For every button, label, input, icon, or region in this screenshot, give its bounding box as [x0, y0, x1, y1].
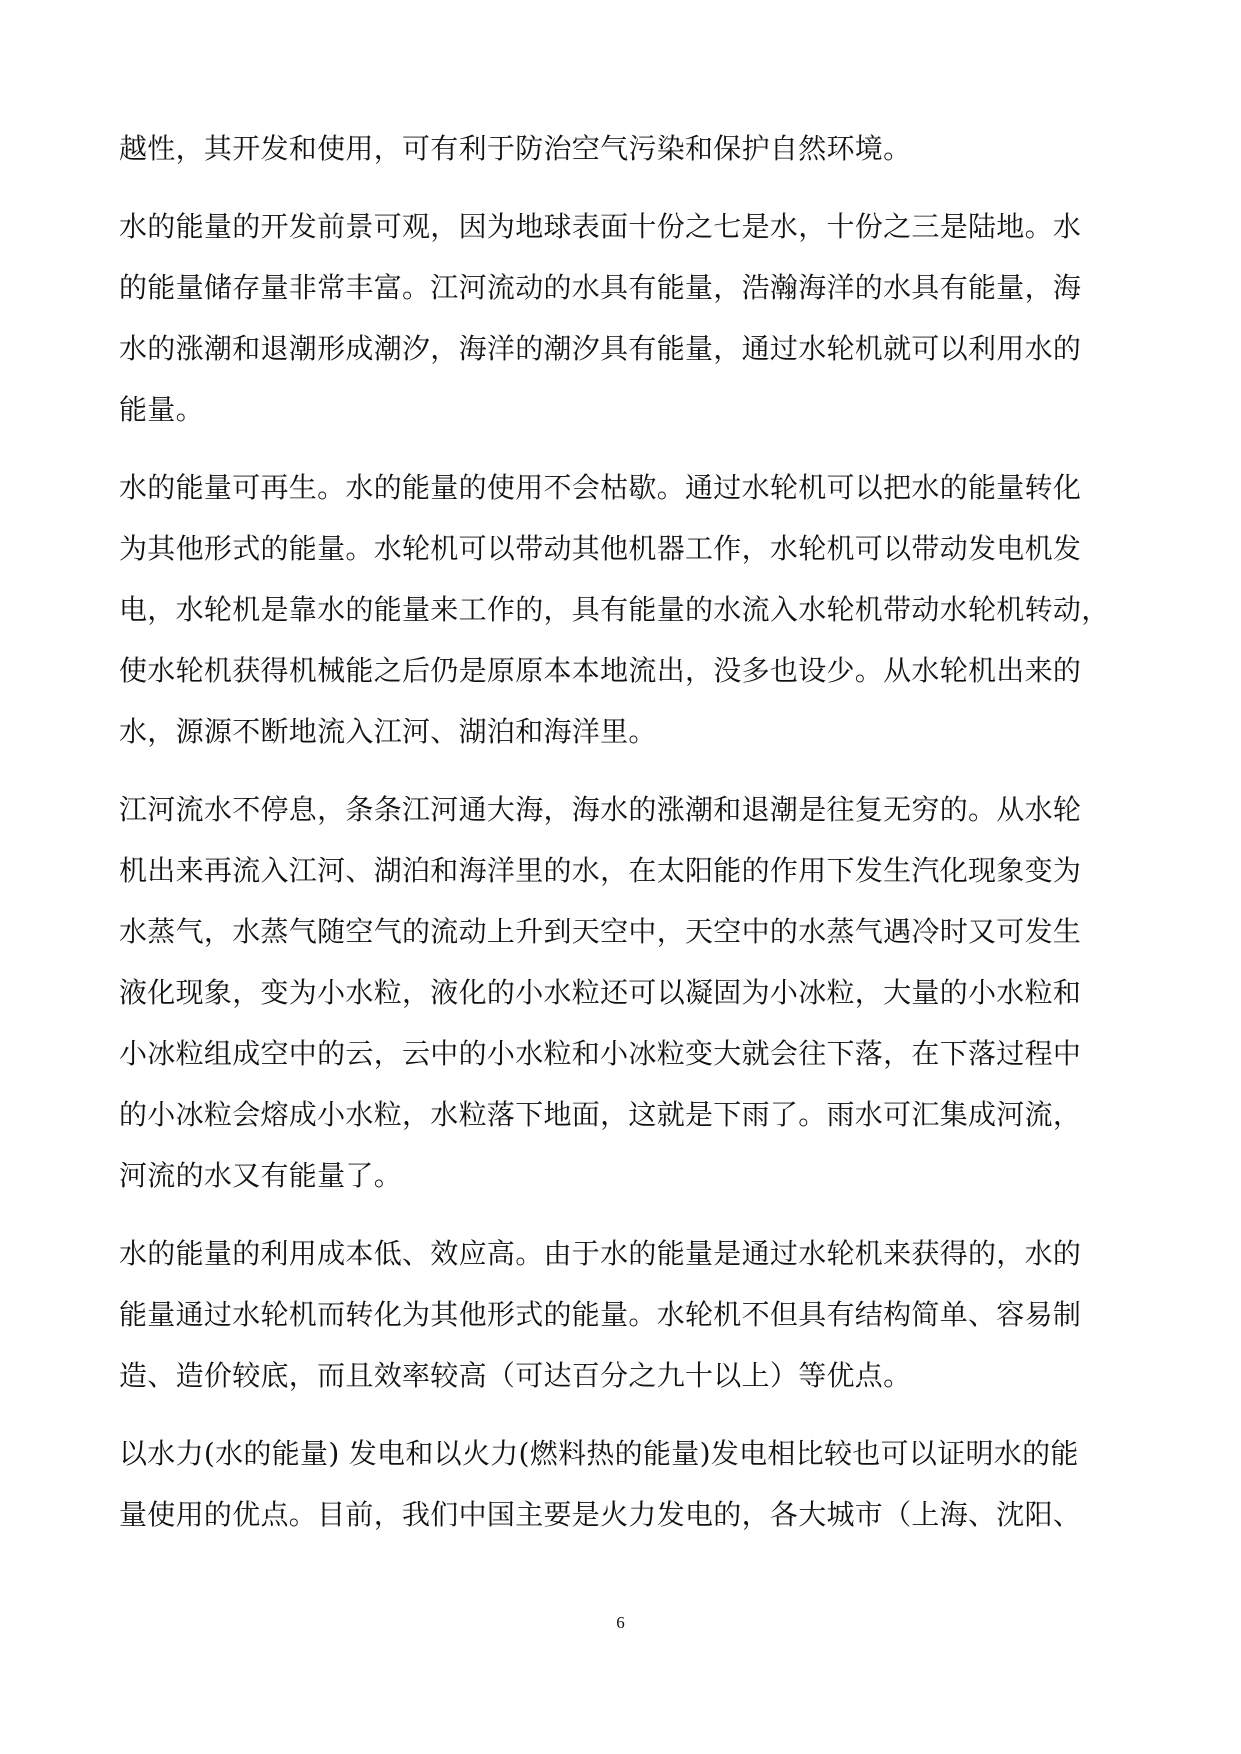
text-line: 机出来再流入江河、湖泊和海洋里的水，在太阳能的作用下发生汽化现象变为 — [119, 854, 1082, 887]
text-line: 水，源源不断地流入江河、湖泊和海洋里。 — [119, 715, 657, 748]
text-line: 以水力(水的能量) 发电和以火力(燃料热的能量)发电相比较也可以证明水的能 — [119, 1437, 1079, 1470]
text-line: 能量。 — [119, 393, 204, 426]
text-line: 的小冰粒会熔成小水粒，水粒落下地面，这就是下雨了。雨水可汇集成河流， — [119, 1098, 1082, 1131]
text-line: 量使用的优点。目前，我们中国主要是火力发电的，各大城市（上海、沈阳、 — [119, 1498, 1082, 1531]
text-line: 水蒸气，水蒸气随空气的流动上升到天空中，天空中的水蒸气遇冷时又可发生 — [119, 915, 1082, 948]
text-line: 造、造价较底，而且效率较高（可达百分之九十以上）等优点。 — [119, 1359, 912, 1392]
text-line: 江河流水不停息，条条江河通大海，海水的涨潮和退潮是往复无穷的。从水轮 — [119, 793, 1082, 826]
text-line: 水的能量的开发前景可观，因为地球表面十份之七是水，十份之三是陆地。水 — [119, 210, 1082, 243]
text-line: 小冰粒组成空中的云，云中的小水粒和小冰粒变大就会往下落，在下落过程中 — [119, 1037, 1082, 1070]
text-line: 水的能量可再生。水的能量的使用不会枯歇。通过水轮机可以把水的能量转化 — [119, 471, 1082, 504]
page-number: 6 — [616, 1613, 625, 1632]
text-line: 能量通过水轮机而转化为其他形式的能量。水轮机不但具有结构简单、容易制 — [119, 1298, 1082, 1331]
text-line: 河流的水又有能量了。 — [119, 1159, 403, 1192]
text-line: 的能量储存量非常丰富。江河流动的水具有能量，浩瀚海洋的水具有能量，海 — [119, 271, 1082, 304]
text-line: 越性，其开发和使用，可有利于防治空气污染和保护自然环境。 — [119, 132, 912, 165]
text-line: 液化现象，变为小水粒，液化的小水粒还可以凝固为小冰粒，大量的小水粒和 — [119, 976, 1082, 1009]
text-line: 水的能量的利用成本低、效应高。由于水的能量是通过水轮机来获得的，水的 — [119, 1237, 1082, 1270]
text-line: 水的涨潮和退潮形成潮汐，海洋的潮汐具有能量，通过水轮机就可以利用水的 — [119, 332, 1082, 365]
text-line: 为其他形式的能量。水轮机可以带动其他机器工作，水轮机可以带动发电机发 — [119, 532, 1082, 565]
text-line: 使水轮机获得机械能之后仍是原原本本地流出，没多也设少。从水轮机出来的 — [119, 654, 1082, 687]
text-line: 电，水轮机是靠水的能量来工作的，具有能量的水流入水轮机带动水轮机转动， — [119, 593, 1110, 626]
